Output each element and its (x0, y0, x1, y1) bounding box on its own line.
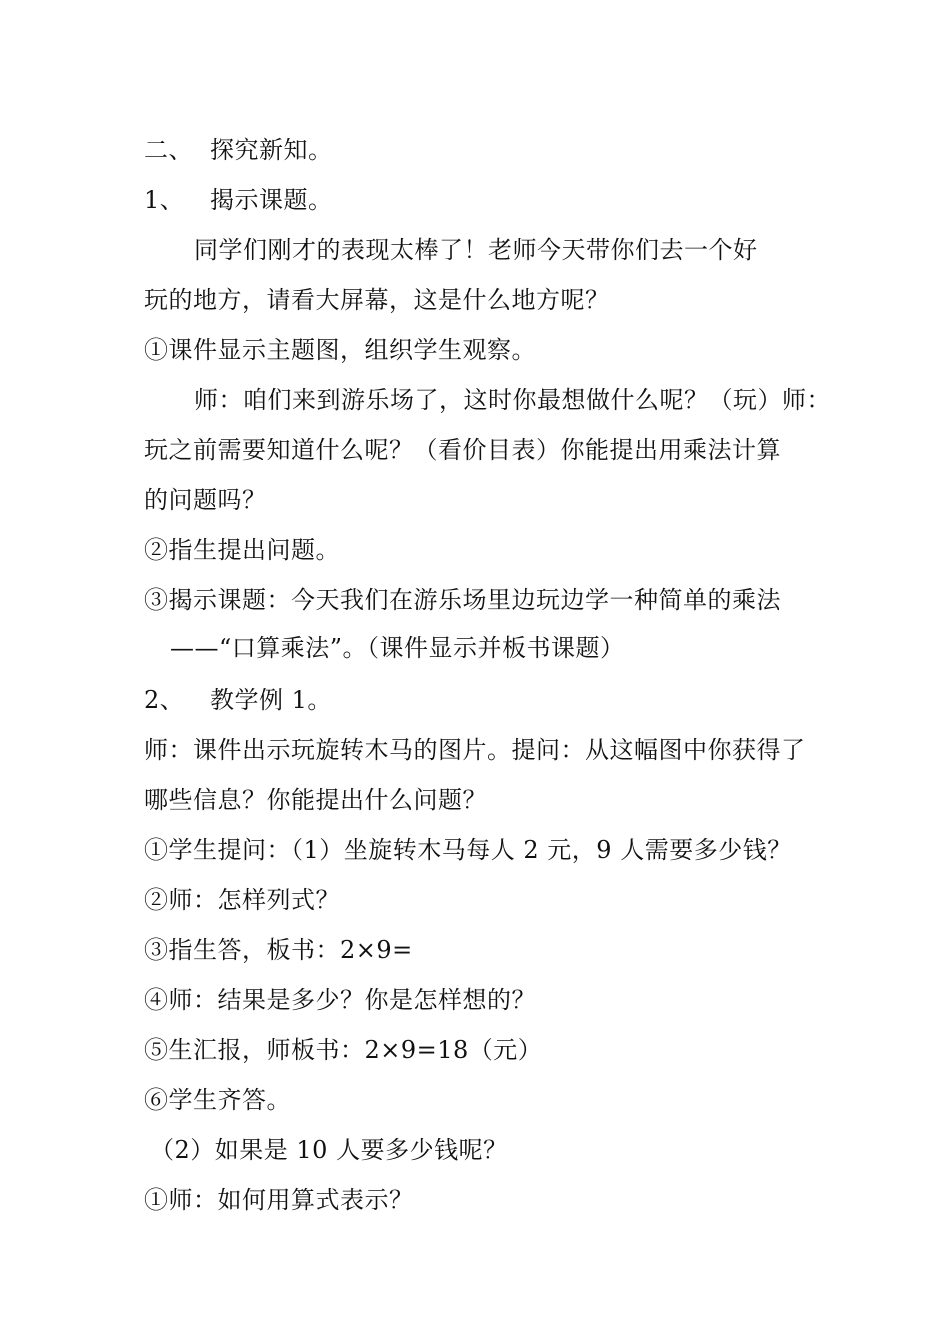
list-item: ①课件显示主题图，组织学生观察。 (144, 336, 536, 364)
section-number: 二、 (144, 136, 193, 164)
list-item: ③指生答，板书：2×9= (144, 936, 413, 964)
paragraph-line: 玩之前需要知道什么呢？（看价目表）你能提出用乘法计算 (144, 436, 781, 464)
paragraph-line: 的问题吗？ (144, 486, 267, 514)
subsection-heading (144, 684, 814, 716)
paragraph-line: 同学们刚才的表现太棒了！老师今天带你们去一个好 (194, 236, 758, 264)
list-item: ①学生提问：（1）坐旋转木马每人 2 元，9 人需要多少钱？ (144, 836, 792, 864)
paragraph-line: 哪些信息？你能提出什么问题？ (144, 786, 487, 814)
list-item: ⑥学生齐答。 (144, 1086, 291, 1114)
paragraph-line: 师：咱们来到游乐场了，这时你最想做什么呢？（玩）师： (194, 386, 831, 414)
subsection-title: 教学例 1。 (210, 686, 332, 714)
list-item: ②师：怎样列式？ (144, 886, 340, 914)
list-item: ⑤生汇报，师板书：2×9=18（元） (144, 1036, 543, 1064)
section-title: 探究新知。 (210, 136, 333, 164)
list-item: ①师：如何用算式表示？ (144, 1186, 414, 1214)
subsection-heading (144, 184, 814, 216)
section-heading (144, 134, 814, 166)
subsection-number: 1、 (144, 186, 185, 214)
subsection-title: 揭示课题。 (210, 186, 333, 214)
paragraph-line: ——“口算乘法”。（课件显示并板书课题） (170, 634, 625, 662)
list-item: ②指生提出问题。 (144, 536, 340, 564)
paragraph-line: 师：课件出示玩旋转木马的图片。提问：从这幅图中你获得了 (144, 736, 806, 764)
list-item: ③揭示课题：今天我们在游乐场里边玩边学一种简单的乘法 (144, 586, 781, 614)
list-item: ④师：结果是多少？你是怎样想的？ (144, 986, 536, 1014)
list-item: （2）如果是 10 人要多少钱呢？ (150, 1136, 508, 1164)
subsection-number: 2、 (144, 686, 185, 714)
paragraph-line: 玩的地方，请看大屏幕，这是什么地方呢？ (144, 286, 610, 314)
